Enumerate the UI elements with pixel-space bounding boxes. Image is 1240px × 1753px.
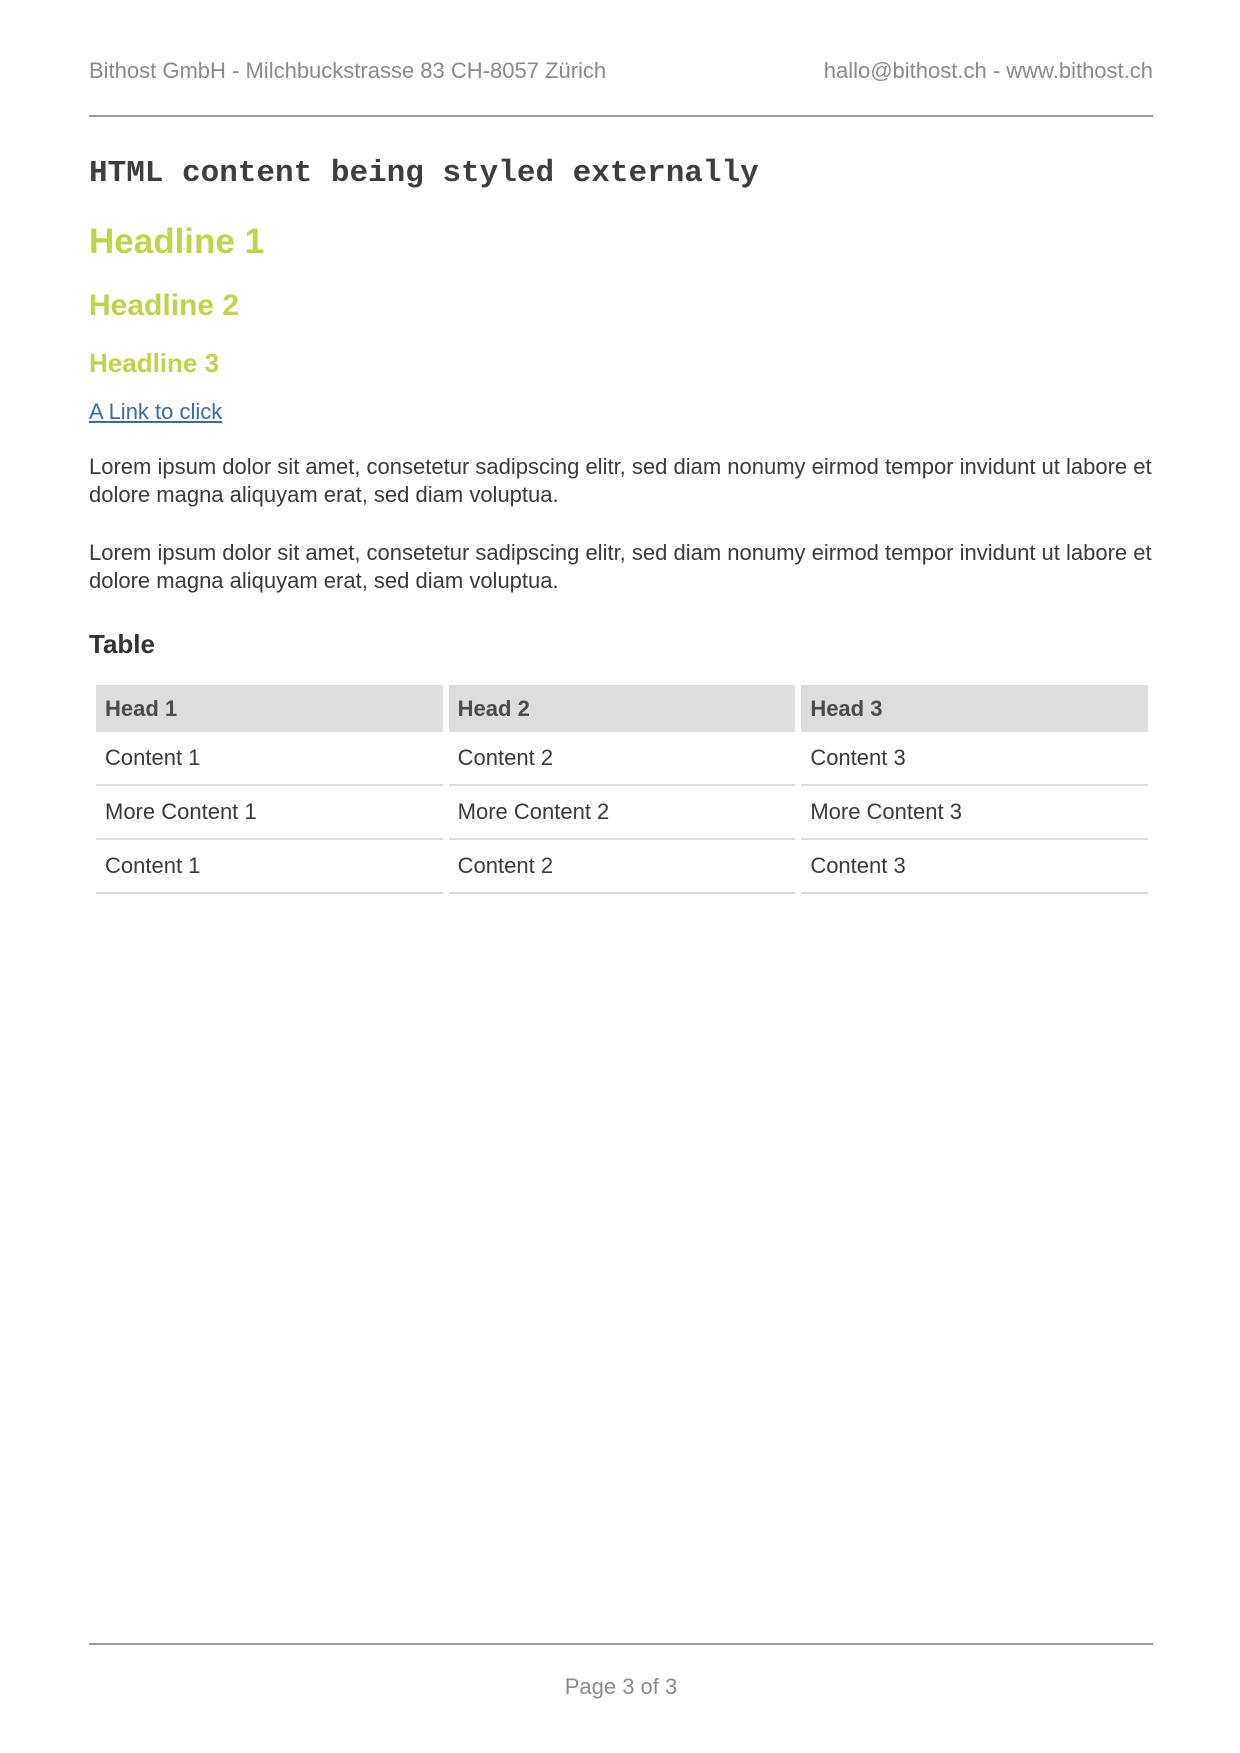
page-number: Page 3 of 3 bbox=[564, 1674, 678, 1699]
table-header-cell: Head 1 bbox=[96, 685, 443, 732]
table-cell: Content 1 bbox=[96, 840, 443, 894]
table-cell: More Content 3 bbox=[801, 786, 1148, 840]
paragraph-1: Lorem ipsum dolor sit amet, consetetur sadipscing elitr, sed diam nonumy eirmod tempor invidunt ut labore et dolore magna aliquyam erat, sed diam voluptua. bbox=[89, 454, 1152, 507]
content-table-wrapper bbox=[89, 685, 1153, 894]
footer-divider bbox=[89, 1643, 1153, 1645]
company-address: Bithost GmbH - Milchbuckstrasse 83 CH-8057 Zürich bbox=[89, 58, 607, 83]
table-header-cell: Head 3 bbox=[801, 685, 1148, 732]
table-title: Table bbox=[89, 629, 155, 659]
page-header bbox=[89, 56, 1153, 86]
table-header-row bbox=[96, 685, 1148, 732]
table-header-cell: Head 2 bbox=[449, 685, 796, 732]
table-row bbox=[96, 840, 1148, 894]
company-contact: hallo@bithost.ch - www.bithost.ch bbox=[823, 58, 1153, 83]
headline-3: Headline 3 bbox=[89, 348, 220, 378]
table-cell: Content 3 bbox=[801, 732, 1148, 786]
table-row bbox=[96, 732, 1148, 786]
sample-link[interactable]: A Link to click bbox=[89, 399, 223, 424]
table-cell: Content 1 bbox=[96, 732, 443, 786]
document-page bbox=[89, 0, 1153, 1753]
document-title: HTML content being styled externally bbox=[89, 156, 759, 191]
content-table bbox=[90, 685, 1154, 894]
table-cell: Content 2 bbox=[449, 732, 796, 786]
table-row bbox=[96, 786, 1148, 840]
paragraph-2: Lorem ipsum dolor sit amet, consetetur sadipscing elitr, sed diam nonumy eirmod tempor invidunt ut labore et dolore magna aliquyam erat, sed diam voluptua. bbox=[89, 540, 1152, 593]
document-content bbox=[89, 150, 1153, 894]
table-cell: Content 2 bbox=[449, 840, 796, 894]
table-cell: Content 3 bbox=[801, 840, 1148, 894]
headline-1: Headline 1 bbox=[89, 222, 265, 261]
headline-2: Headline 2 bbox=[89, 289, 240, 322]
header-divider bbox=[89, 115, 1153, 117]
table-cell: More Content 1 bbox=[96, 786, 443, 840]
table-cell: More Content 2 bbox=[449, 786, 796, 840]
